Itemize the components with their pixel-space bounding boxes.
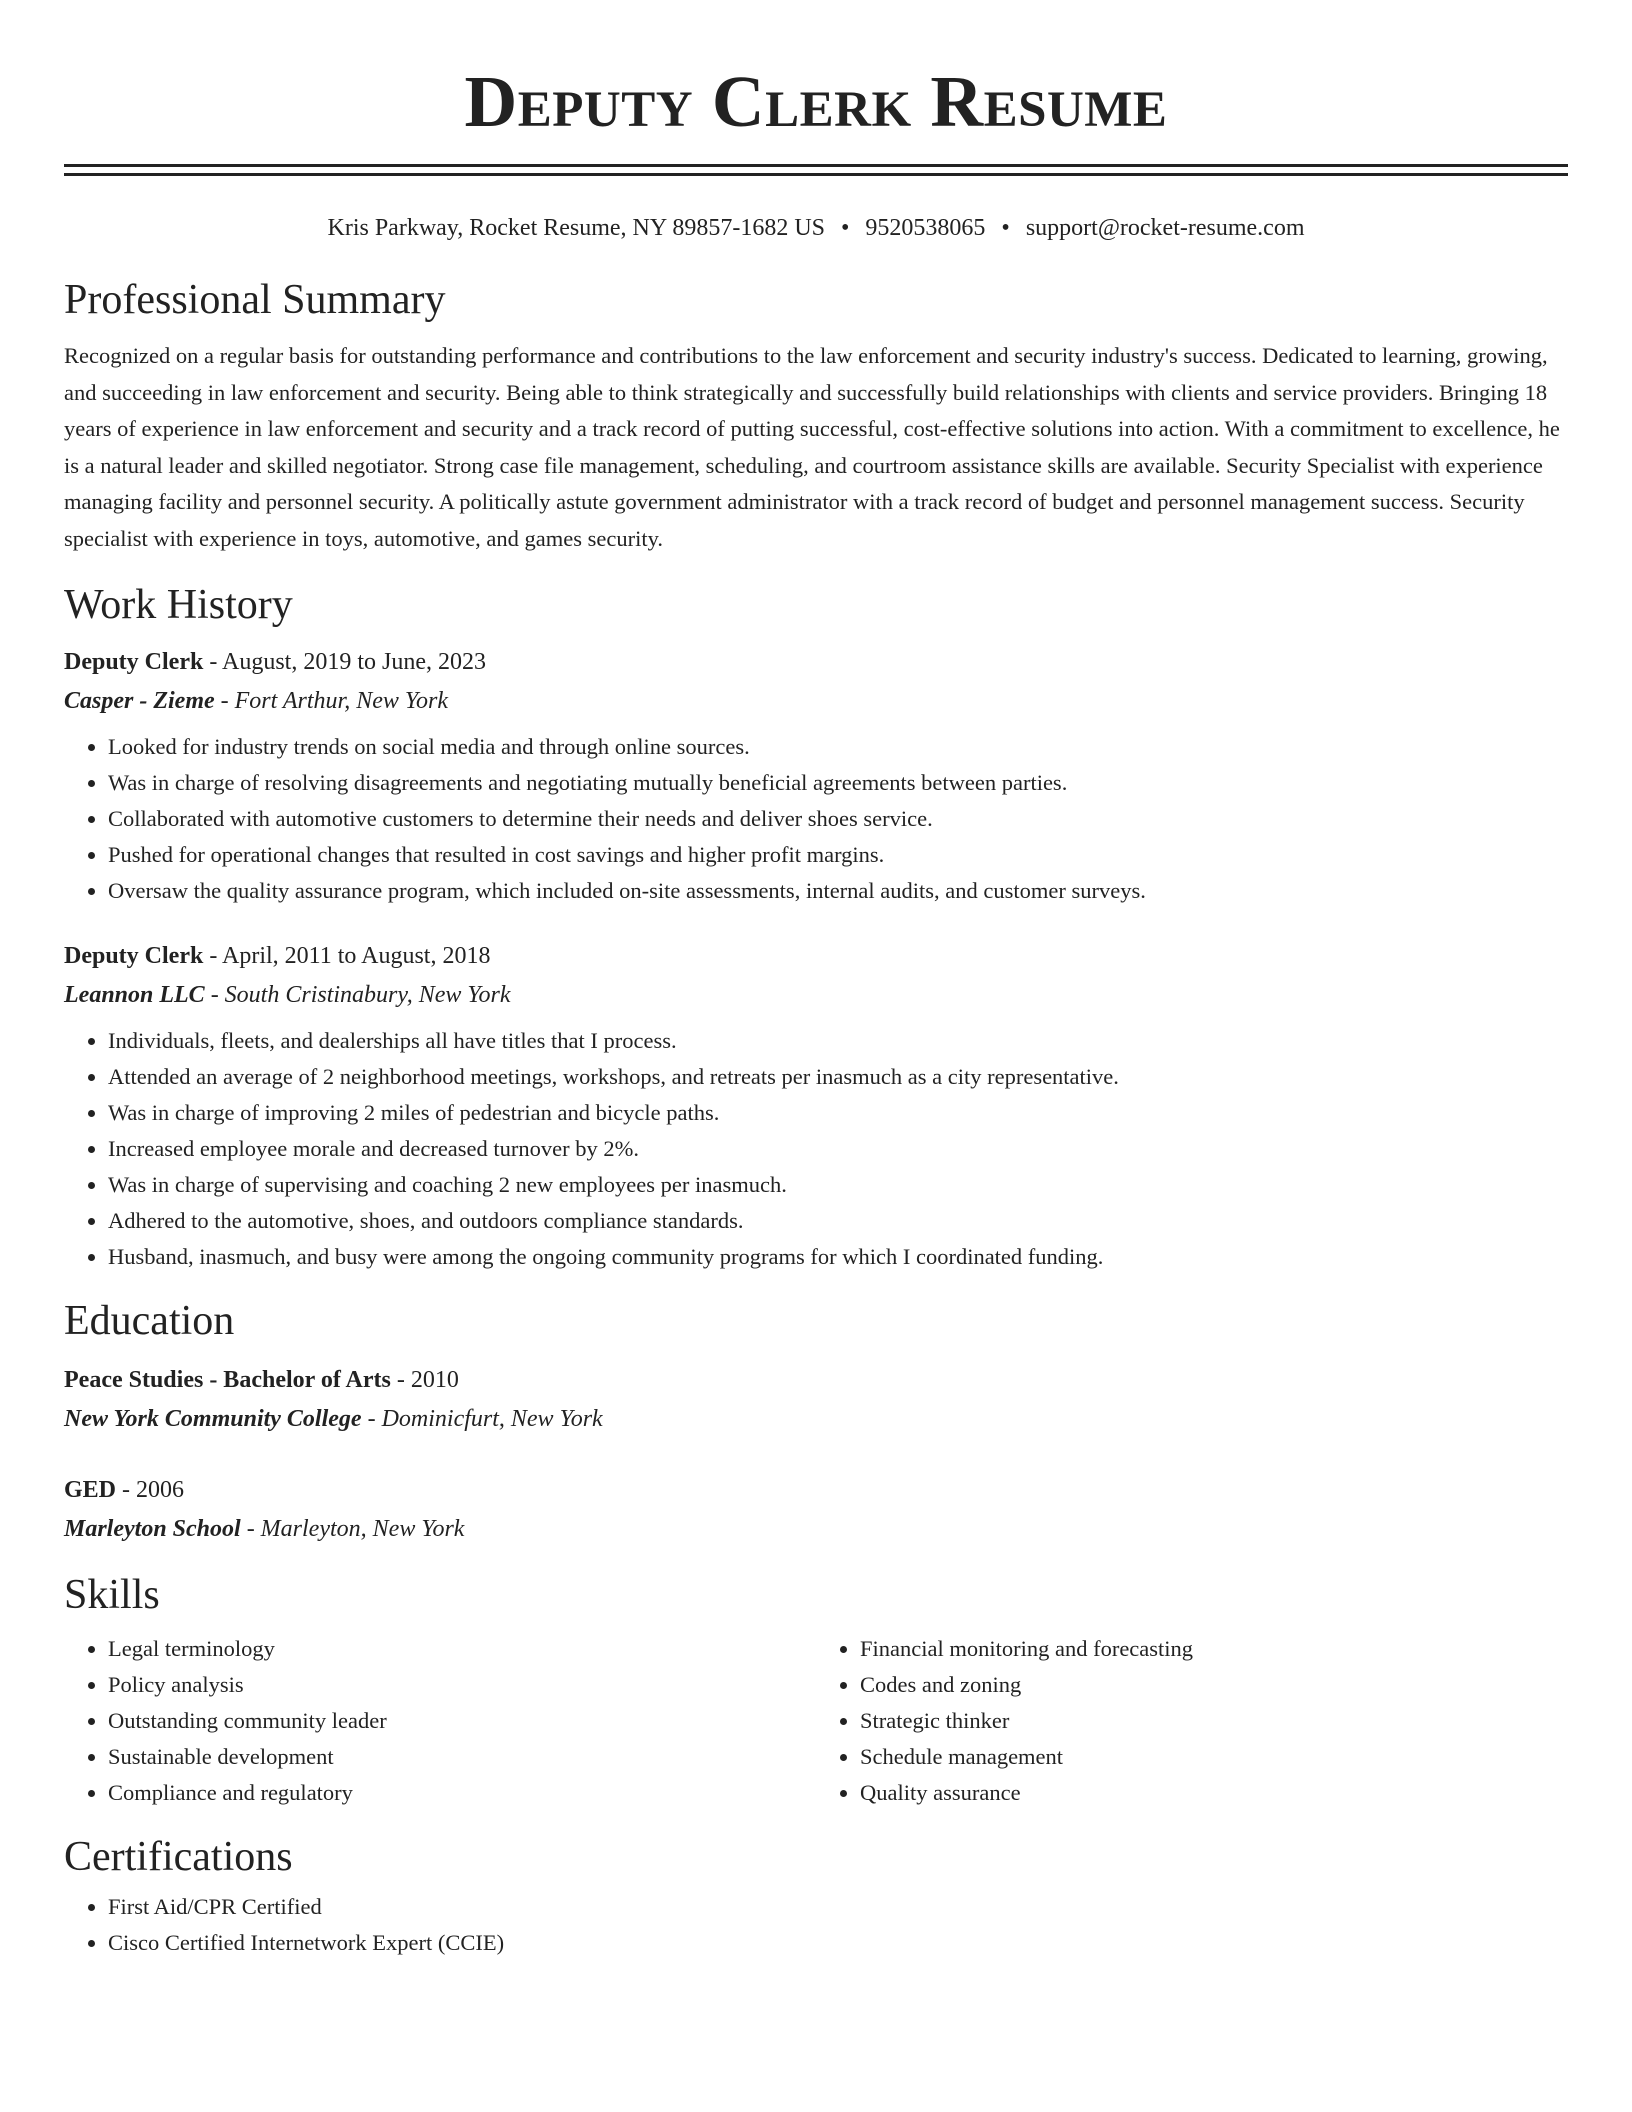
list-item: • Legal terminology: [108, 1631, 816, 1667]
list-item: • Sustainable development: [108, 1739, 816, 1775]
skills-list-left: [64, 1631, 816, 1811]
summary-text: Recognized on a regular basis for outstanding performance and contributions to the law enforcement and security industry's success. Dedicated to learning, growing, and succeeding in law enforcement and security. Being able to think strategically and successfully build relationships with clients and service providers. Bringing 18 years of experience in law enforcement and security and a track record of putting successful, cost-effective solutions into action. With a commitment to excellence, he is a natural leader and skilled negotiator. Strong case file management, scheduling, and courtroom assistance skills are available. Security Specialist with experience managing facility and personnel security. A politically astute government administrator with a track record of budget and personnel management success. Security specialist with experience in toys, automotive, and games security.: [64, 343, 1560, 551]
education-header: [64, 1361, 1568, 1399]
job-dates: - April, 2011 to August, 2018: [203, 943, 491, 969]
job-employer: [64, 681, 1568, 721]
job-location: - South Cristinabury, New York: [204, 982, 511, 1008]
job-company: Leannon LLC: [64, 982, 205, 1008]
list-item: • Financial monitoring and forecasting: [860, 1631, 1568, 1667]
education-school: New York Community College: [64, 1406, 362, 1432]
skills-list-right: [816, 1631, 1568, 1811]
certifications-heading: Certifications: [64, 1834, 293, 1880]
list-item: • Outstanding community leader: [108, 1703, 816, 1739]
contact-separator: •: [841, 215, 850, 241]
list-item: • Policy analysis: [108, 1667, 816, 1703]
job-entry: [64, 937, 1568, 1275]
education-header: [64, 1471, 1568, 1509]
list-item: • Was in charge of resolving disagreements and negotiating mutually beneficial agreements between parties.: [108, 765, 1568, 801]
work-history-heading: Work History: [64, 582, 293, 628]
education-school: Marleyton School: [64, 1516, 241, 1542]
list-item: • Was in charge of improving 2 miles of pedestrian and bicycle paths.: [108, 1095, 1568, 1131]
education-entry: [64, 1471, 1568, 1549]
list-item: • Looked for industry trends on social media and through online sources.: [108, 729, 1568, 765]
job-title: Deputy Clerk: [64, 649, 204, 675]
list-item: • Quality assurance: [860, 1775, 1568, 1811]
education-year: - 2010: [390, 1367, 459, 1393]
list-item: • Schedule management: [860, 1739, 1568, 1775]
list-item: • Cisco Certified Internetwork Expert (CCIE): [108, 1925, 1568, 1961]
resume-title: Deputy Clerk Resume: [464, 61, 1168, 142]
list-item: • Collaborated with automotive customers to determine their needs and deliver shoes service.: [108, 801, 1568, 837]
job-title: Deputy Clerk: [64, 943, 204, 969]
skills-heading: Skills: [64, 1572, 160, 1618]
list-item: • Codes and zoning: [860, 1667, 1568, 1703]
education-institution: [64, 1509, 1568, 1549]
job-header: [64, 643, 1568, 681]
header-divider: [64, 164, 1568, 176]
list-item: • Pushed for operational changes that resulted in cost savings and higher profit margins.: [108, 837, 1568, 873]
certifications-list: [64, 1889, 1568, 1961]
job-bullets: [64, 1023, 1568, 1275]
list-item: • Individuals, fleets, and dealerships all have titles that I process.: [108, 1023, 1568, 1059]
contact-phone: 9520538065: [865, 215, 986, 241]
skills-columns: [64, 1631, 1568, 1811]
education-degree: Peace Studies - Bachelor of Arts: [64, 1367, 391, 1393]
education-heading: Education: [64, 1298, 235, 1344]
contact-address: Kris Parkway, Rocket Resume, NY 89857-1682 US: [327, 215, 825, 241]
education-degree: GED: [64, 1477, 117, 1503]
job-entry: [64, 643, 1568, 909]
list-item: • Was in charge of supervising and coaching 2 new employees per inasmuch.: [108, 1167, 1568, 1203]
list-item: • Oversaw the quality assurance program, which included on-site assessments, internal audits, and customer surveys.: [108, 873, 1568, 909]
education-year: - 2006: [116, 1477, 185, 1503]
job-header: [64, 937, 1568, 975]
contact-separator: •: [1001, 215, 1010, 241]
summary-heading: Professional Summary: [64, 277, 446, 323]
job-employer: [64, 975, 1568, 1015]
list-item: • Strategic thinker: [860, 1703, 1568, 1739]
contact-email: support@rocket-resume.com: [1025, 215, 1305, 241]
list-item: • Attended an average of 2 neighborhood meetings, workshops, and retreats per inasmuch as a city representative.: [108, 1059, 1568, 1095]
list-item: • Adhered to the automotive, shoes, and outdoors compliance standards.: [108, 1203, 1568, 1239]
education-location: - Dominicfurt, New York: [361, 1406, 603, 1432]
list-item: • Husband, inasmuch, and busy were among the ongoing community programs for which I coordinated funding.: [108, 1239, 1568, 1275]
education-institution: [64, 1399, 1568, 1439]
list-item: • First Aid/CPR Certified: [108, 1889, 1568, 1925]
job-location: - Fort Arthur, New York: [214, 688, 449, 714]
list-item: • Increased employee morale and decreased turnover by 2%.: [108, 1131, 1568, 1167]
education-entry: [64, 1361, 1568, 1439]
contact-line: [64, 212, 1568, 244]
job-dates: - August, 2019 to June, 2023: [203, 649, 486, 675]
job-bullets: [64, 729, 1568, 909]
list-item: • Compliance and regulatory: [108, 1775, 816, 1811]
job-company: Casper - Zieme: [64, 688, 215, 714]
education-location: - Marleyton, New York: [240, 1516, 465, 1542]
